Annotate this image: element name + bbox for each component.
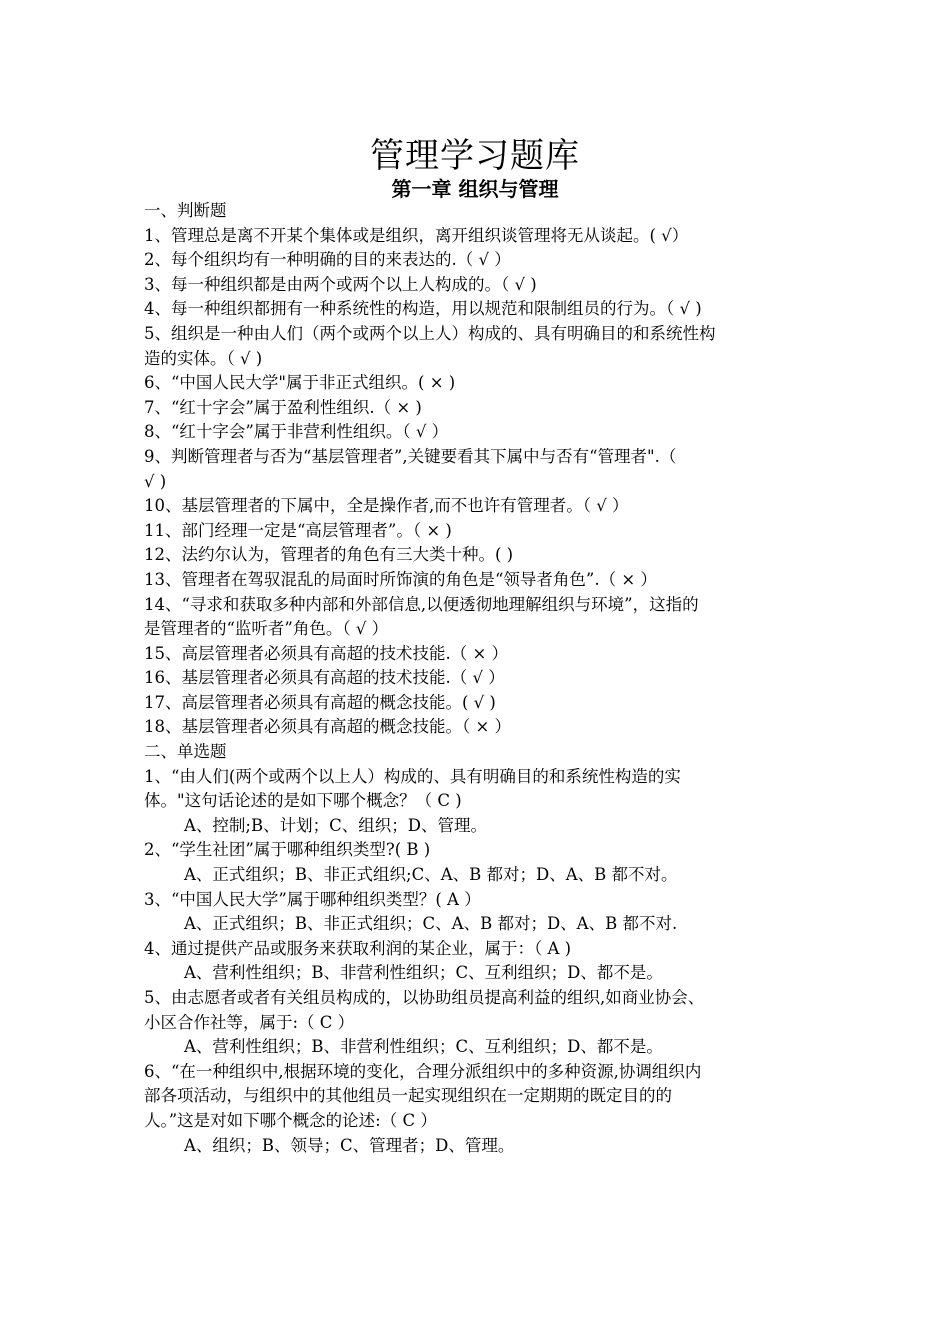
text-line: 5、由志愿者或者有关组员构成的，以协助组员提高利益的组织,如商业协会、 <box>144 988 705 1007</box>
text-line: 6、“在一种组织中,根据环境的变化，合理分派组织中的多种资源,协调组织内 <box>144 1061 702 1081</box>
text-line: 7、“红十字会”属于盈利性组织.（ × ) <box>144 397 422 417</box>
text-line: 小区合作社等，属于:（ C ） <box>144 1012 355 1032</box>
text-line: 一、判断题 <box>144 201 227 220</box>
answer-options-line: A、营利性组织；B、非营利性组织；C、互利组织；D、都不是。 <box>184 1037 663 1057</box>
text-line: 2、“学生社团”属于哪种组织类型?( B ) <box>144 840 431 860</box>
text-line: 5、组织是一种由人们（两个或两个以上人）构成的、具有明确目的和系统性构 <box>144 323 716 343</box>
text-line: 4、通过提供产品或服务来获取利润的某企业，属于：（ A ) <box>144 938 572 958</box>
answer-options-line: A、控制;B、计划；C、组织；D、管理。 <box>184 815 487 835</box>
answer-options-line: A、组织；B、领导；C、管理者；D、管理。 <box>184 1135 515 1155</box>
text-line: 二、单选题 <box>144 742 227 762</box>
text-line: 9、判断管理者与否为“基层管理者”,关键要看其下属中与否有“管理者".（ <box>144 446 677 466</box>
chapter-heading: 第一章 组织与管理 <box>391 177 559 201</box>
text-line: 3、“中国人民大学”属于哪种组织类型？( A ） <box>144 889 481 909</box>
text-line: √ ) <box>144 471 167 491</box>
answer-options-line: A、正式组织；B、非正式组织；C、A、B 都对；D、A、B 都不对. <box>184 914 678 934</box>
text-line: 1、管理总是离不开某个集体或是组织，离开组织谈管理将无从谈起。( √） <box>144 225 689 245</box>
text-line: 14、“寻求和获取多种内部和外部信息,以便透彻地理解组织与环境”，这指的 <box>144 594 699 614</box>
text-line: 10、基层管理者的下属中，全是操作者,而不也许有管理者。（ √ ） <box>144 496 629 516</box>
text-line: 11、部门经理一定是“高层管理者”。（ × ) <box>144 520 452 540</box>
answer-options-line: A、营利性组织；B、非营利性组织；C、互利组织；D、都不是。 <box>184 963 663 983</box>
text-line: 造的实体。（ √ ) <box>144 348 263 368</box>
text-line: 人。”这是对如下哪个概念的论述:（ C ） <box>144 1110 437 1130</box>
text-line: 17、高层管理者必须具有高超的概念技能。( √ ) <box>144 692 496 712</box>
text-line: 4、每一种组织都拥有一种系统性的构造，用以规范和限制组员的行为。（ √ ) <box>144 299 702 319</box>
text-line: 16、基层管理者必须具有高超的技术技能.（ √ ） <box>144 668 505 688</box>
text-line: 6、“中国人民大学"属于非正式组织。( × ) <box>144 373 456 393</box>
text-line: 13、管理者在驾驭混乱的局面时所饰演的角色是“领导者角色”.（ × ） <box>144 569 657 589</box>
text-line: 1、“由人们(两个或两个以上人）构成的、具有明确目的和系统性构造的实 <box>144 766 681 786</box>
document-body <box>144 199 812 1158</box>
text-line: 12、法约尔认为，管理者的角色有三大类十种。( ) <box>144 545 514 565</box>
document-title: 管理学习题库 <box>370 136 580 176</box>
text-line: 3、每一种组织都是由两个或两个以上人构成的。（ √ ) <box>144 274 537 294</box>
text-line: 8、“红十字会”属于非营利性组织。（ √ ） <box>144 422 449 442</box>
answer-options-line: A、正式组织；B、非正式组织;C、A、B 都对；D、A、B 都不对。 <box>184 865 678 885</box>
text-line: 体。"这句话论述的是如下哪个概念？（ C ) <box>144 791 462 811</box>
text-line: 部各项活动，与组织中的其他组员一起实现组织在一定期期的既定目的的 <box>144 1086 672 1106</box>
text-line: 是管理者的“监听者”角色。（ √ ） <box>144 619 389 639</box>
text-line: 18、基层管理者必须具有高超的概念技能。（ × ） <box>144 717 512 737</box>
text-line: 2、每个组织均有一种明确的目的来表达的.（ √ ） <box>144 250 511 270</box>
text-line: 15、高层管理者必须具有高超的技术技能.（ × ） <box>144 643 509 663</box>
